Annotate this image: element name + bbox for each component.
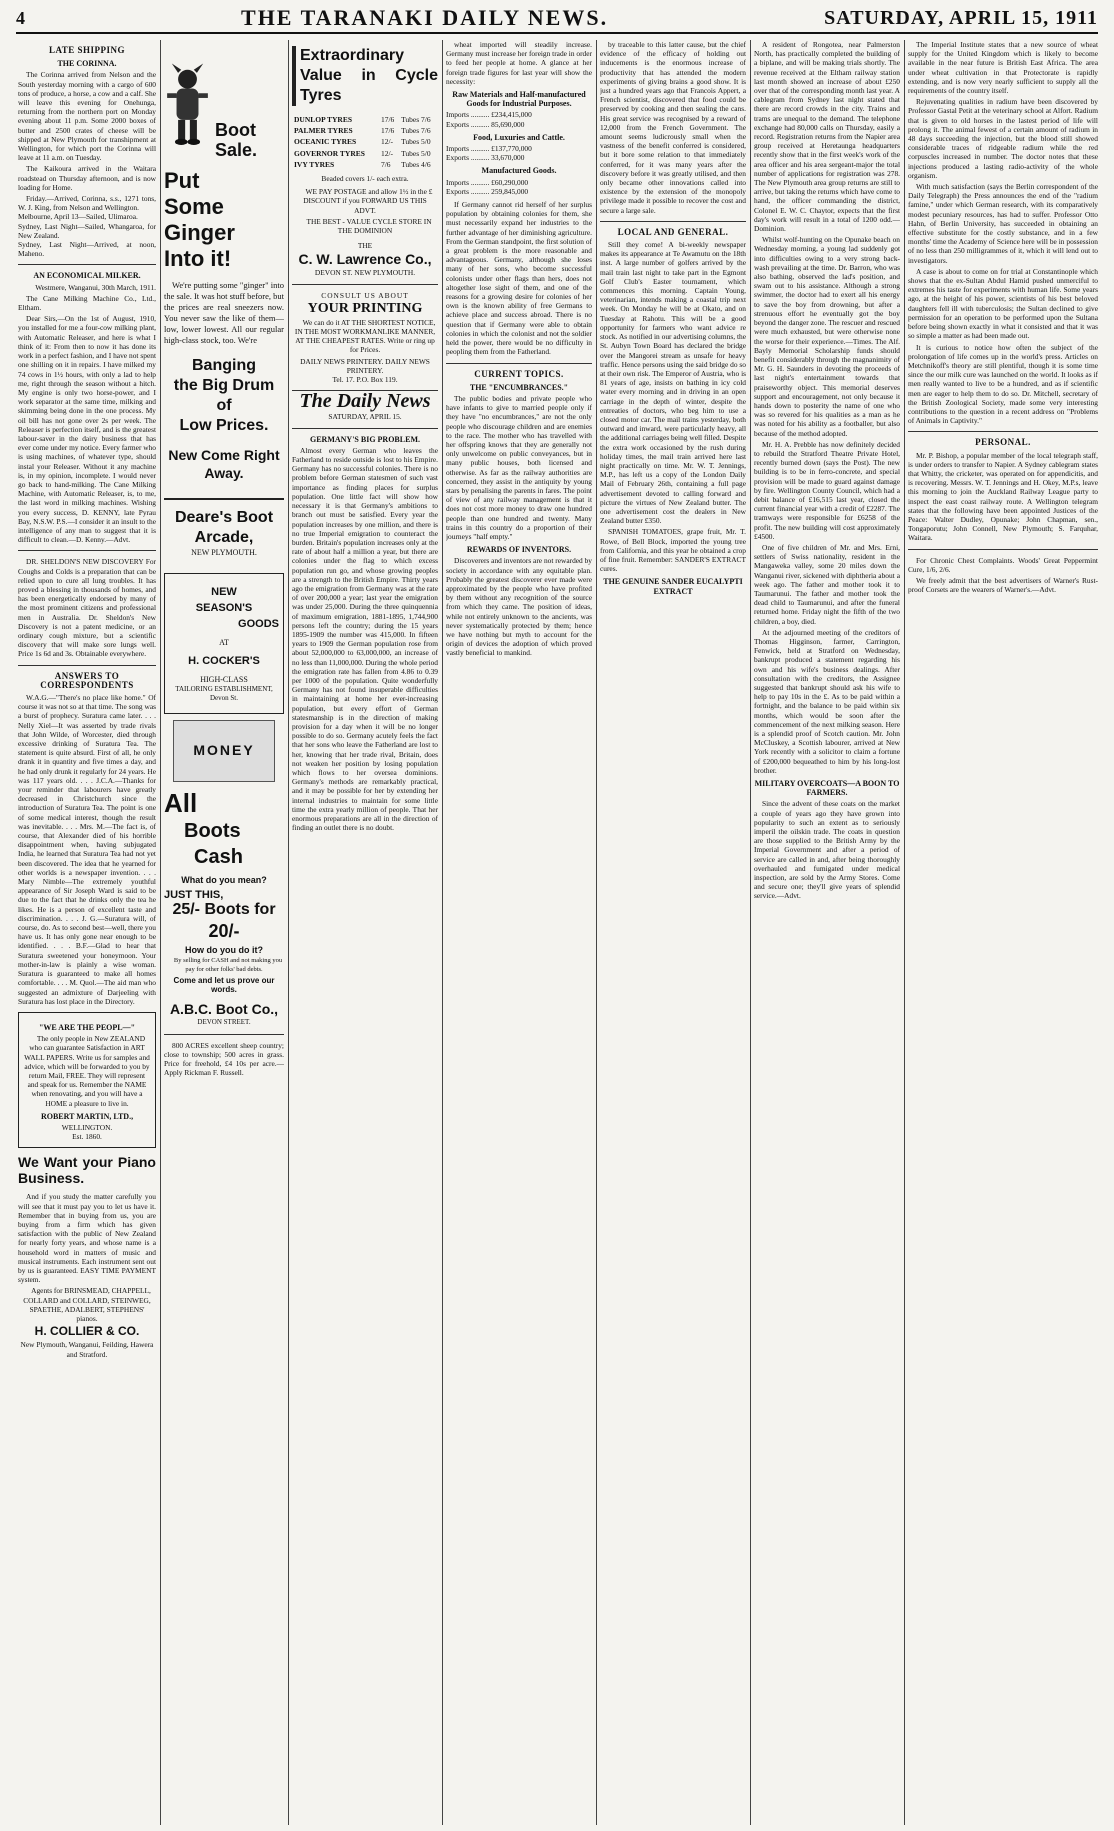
advert-text: Come and let us prove our words. (173, 976, 275, 995)
column-rule (288, 40, 289, 1825)
letter-address: Westmere, Wanganui, 30th March, 1911. (35, 282, 156, 292)
advert-text: Beaded covers 1/- each extra. (321, 174, 409, 184)
advert-firm: H. COCKER'S (188, 655, 260, 668)
column-5 (600, 40, 746, 1825)
money-illustration-icon (173, 720, 275, 782)
tyre-name: DUNLOP TYRES (294, 115, 353, 124)
column-1 (18, 40, 156, 1825)
divider (908, 549, 1098, 550)
advert-text: And if you study the matter carefully you will see that it must pay you to let us have it. Remember that in buying from us, you are buying from a firm which has given satisfaction with the public of New Zealand for nearly forty years, and whose name is a household word in matters of music and musical instruments. Each instrument sent out by us is guaranteed. EASY TIME PAYMENT system. (18, 1192, 156, 1285)
section-heading: LATE SHIPPING (48, 45, 126, 55)
advert-text: Devon St. (210, 693, 238, 702)
advert-firm: H. COLLIER & CO. (34, 1324, 140, 1339)
illustration-label: MONEY (193, 742, 255, 759)
divider (18, 264, 156, 265)
advert-firm: ROBERT MARTIN, LTD., (40, 1111, 134, 1121)
advert-headline: Put (164, 168, 200, 193)
article-text: If Germany cannot rid herself of her surplus population by obtaining colonies for them, she must necessarily expand her industries to the further advantage of her diminishing agriculture. From the German standpoint, the first solution of a great problem is the more reasonable and advantageous. Germany, although she loses many of her sons, who become successful colonists under other flags than hers, does not altogether lose sight of them, and one of the reasons for a growing desire for colonies of her own is the known ability of free Germans to achieve place and success abroad. There is no question that if Germany were able to obtain colonies in which the colonist and not the soldier held the power, there would be no difficulty in peopling them from the Fatherland. (446, 200, 592, 357)
table-heading: Food, Luxuries and Cattle. (473, 132, 565, 142)
article-text: A resident of Rongotea, near Palmerston North, has practically completed the building of a biplane, and will be making trials shortly. The revenue received at the Eltham railway station last month showed an increase of about £250 over that of the corresponding month last year. A cablegram from Sydney last night stated that there are record crowds in the city. Trains and trams are unequal to the demand. The telephone exchange had 80,000 calls on Thursday, easily a record. Registration returns from the Napier area group received at Heretaunga headquarters recently show that in the first week's work of the area officer and his area sergeant-major the total number of applications for registration was 278. The New Plymouth area group returns are still to arrive, but taking the returns which have come to hand, the officer commanding the district, Colonel E. W. C. Chaytor, expects that the first day's work will result in a total of 1200 odd.—Dominion. (754, 40, 900, 234)
letter-recipient: The Cane Milking Machine Co., Ltd., Eltham. (18, 293, 156, 313)
divider (292, 428, 438, 429)
tyre-name: PALMER TYRES (294, 126, 353, 136)
advert-box (18, 1012, 156, 1148)
column-6 (754, 40, 900, 1825)
advert-headline: YOUR PRINTING (307, 300, 423, 316)
column-rule (750, 40, 751, 1825)
column-7 (908, 40, 1098, 1825)
advert-text: Since the advent of these coats on the market a couple of years ago they have grown into popularity to such an extent as to seriously imperil the oilskin trade. The coats in question are those supplied to the British Army by the Imperial Government and after a period of service are called in and, after being thoroughly overhauled and fumigated under medical inspection, are sold by the Army Stores. Come and secure one; they'll give years of splendid service.—Advt. (754, 799, 900, 901)
article-text: One of five children of Mr. and Mrs. Erni, settlers of Swiss nationality, resident in the Mangaweka valley, some 20 miles down the Wanganui river, sickened with diphtheria about a week ago. The father and mother took it to Taumarunui. The father and mother took the dead child to Taumarunui, and after the funeral returned home. Friday night the fifth of the two children, a boy, died. (754, 542, 900, 626)
tyre-row (292, 159, 438, 170)
trade-figure: Imports .......... £60,290,000 (446, 177, 529, 187)
column-rule (904, 40, 905, 1825)
tyre-row (292, 148, 438, 159)
column-rule (160, 40, 161, 1825)
advert-firm: C. W. Lawrence Co., (298, 251, 432, 268)
column-4 (446, 40, 592, 1825)
article-text: The Kaikoura arrived in the Waitara roadstead on Thursday afternoon, and is now loading for Home. (18, 164, 156, 192)
divider (292, 284, 438, 285)
divider (446, 363, 592, 364)
table-heading: Raw Materials and Half-manufactured Goods for Industrial Purposes. (452, 90, 586, 109)
advert-text: By selling for CASH and not making you pay for other folks' bad debts. (173, 956, 283, 973)
advert-town: WELLINGTON. (61, 1122, 113, 1132)
shipping-movements: Friday.—Arrived, Corinna, s.s., 1271 tons, W. J. King, from Nelson and Wellington. Melbourne, April 13—Sailed, Ulimaroa. Sydney, Last Night—Sailed, Whangaroa, for New Zealand. Sydney, Last Night—Arrived, at noon, Maheno. (18, 194, 156, 259)
article-heading: GERMANY'S BIG PROBLEM. (309, 434, 420, 444)
tyre-name: IVY TYRES (294, 159, 335, 169)
article-text: Still they come! A bi-weekly newspaper makes its appearance at Te Awamutu on the 18th inst. A large number of golfers arrived by the mail train last night to take part in the Egmont Golf Club's Easter tournament, which commences this morning. Captain Young, veterinarian, intends making a coastal trip next week. On Monday he will be at Okato, and on Tuesday at Rahotu. This will be a good opportunity for farmers who want advice re stock. As notified in our advertising columns, the St. Aubyn Town Board has declared the bridge over the Mangorei stream as unsafe for heavy traffic. Hence persons using the said bridge do so at their own risk. The Emperor of Austria, who is 81 years of age, insists on bathing in icy cold water every morning and in driving in an open carriage in the depth of winter, despite the entreaties of doctors, who beg him to use a closed motor car. The mail trains yesterday, both outward and inward, were particularly heavy, all the additional carriages being well filled. Despite the extra work occasioned by the rush during holiday times, the mail train arrived here last night practically on time. Mr. W. T. Jennings, M.P., has left us a copy of the London Daily Mail of February 26th, containing a full page advertisement devoted to calling forward and picture the virtues of New Zealand butter. The one advertisement cost the dealers in New Zealand butter £350. (600, 240, 746, 526)
advert-heading: We Want your Piano Business. (18, 1154, 156, 1187)
trade-figure: Imports .......... £234,415,000 (446, 110, 532, 120)
advert-text: CONSULT US ABOUT (321, 290, 409, 300)
advert-headline: Into it! (164, 246, 232, 271)
article-text: Mr. H. A. Prebble has now definitely decided to rebuild the Stratford Theatre Private Hotel, recently burned down (says the Post). The new building is to be in ferro-concrete, and special provision will be made to guard against damage by fire. Wellington County Council, which had a debit balance of £16,515 last year, closed the current financial year with a credit of £2287. The tramways were responsible for £6258 of the profit. The new building will cost approximately £4500. (754, 439, 900, 541)
article-text: Almost every German who leaves the Fatherland to reside outside is lost to his Empire. Germany has no successful colonies. There is no problem before German statesmen of such vast importance as finding places for surplus population. One little fact will show how necessary it is that Germany's ambitions to branch out must be satisfied. Every year the population increases by one million, and there is no true Imperial emigration to counteract the burden. Britain's population increases only at the rate of about half a million a year, but there are colonies under the flag to which excess population run go, and whose growing peoples are a strength to the British Empire. Thirty years ago the emigration from Germany was at the rate of over 200,000 a year; last year the emigration was under 25,000. During the three quinquennia of maximum emigration, 1881-1895, 1,744,900 persons left the country; during the 15 years 1895-1909 the number was 415,000. In fifteen years to 1909 the German population rose from about 52,000,000 to 63,000,000, an increase of no less than 11,000,000. During the whole period the emigration rate has fallen from 4.86 to 0.39 per 1000 of the population. Quite wonderfully Germany has not found insuperable difficulties in maintaining at home her ever-increasing population, but every effort of German statesmanship is in the direction of making provision for a day when it will be no longer possible to do so. Germany acutely feels the fact that her sons who leave the Fatherland are lost to her, knowing that her trade rival, Britain, does not weaken her position by losing population which flows to her oversea dominions. Germany's methods are remarkably practical, and it may be possible for her by extending her internal industries to maintain for some little time the extra yearly million of people. That her enormous preparations are all in the direction of finding an outlet there is no doubt. (292, 445, 438, 833)
advert-heading: THE GENUINE SANDER EUCALYPTI EXTRACT (603, 577, 743, 596)
advert-heading: "WE ARE THE PEOPL—" (38, 1022, 136, 1032)
column-3 (292, 40, 438, 1825)
advert-headline: the Big Drum (173, 377, 275, 394)
newspaper-flag: The Daily News (299, 390, 431, 413)
advert-headline: Some (164, 194, 224, 219)
editorial-date: SATURDAY, APRIL 15. (328, 412, 402, 422)
advert-text: The only people in New ZEALAND who can guarantee Satisfaction in ART WALL PAPERS. Write us for samples and advice, which will be forwarded to you by return Mail, FREE. They will represent and speak for us. Remember the NAME when renovating, and you will have a HOME a pleasure to live in. (24, 1034, 150, 1108)
advert-firm: A.B.C. Boot Co., (169, 1001, 279, 1018)
article-text: W.A.G.—"There's no place like home." Of course it was not so at that time. The song was a burst of prophecy. Suratura came later. . . . Nelly Xiel—It was asserted by trade rivals that John Wilde, of Worcester, died through excessive drinking of Suratura Tea. The statement is quite absurd. First of all, he only drank it in quantity and five times a day, and he had only drunk it regularly for 24 years. He was 117 years old. . . . J.C.A.—Thanks for your reminder that labourers have greatly decreased in Christchurch since the introduction of Suratura Tea. The point is one of some medical interest, though the result was inevitable. . . . Mrs. M.—The fact is, of course, that Alexander died of his horrible disappointment when, having subjugated India, he learned that Suratura Tea had not yet been discovered. The idea that he yearned for other worlds is a newspaper invention. . . . Mary Nimble—The extremely youthful appearance of Sir Joseph Ward is said to be due to the fact that he drinks only the tea he likes. He is a person of excellent taste and discrimination. . . . J. G.—Suratura will, of course, do. As to second best—well, there you have us. It has only gone near enough to be identified. . . . B.F.—Glad to hear that Suratura sweetened your honeymoon. Your mother-in-law is plainly a wise woman. Suratura is guaranteed to make all homes comfortable. . . . M. Quol.—The aid man who suggested an admixture of Darjeeling with Suratura has lost place in the Directory. (18, 693, 156, 1006)
article-heading: THE CORINNA. (57, 59, 117, 69)
article-text: by traceable to this latter cause, but the chief evidence of the efficacy of holding out inducements is the enormous increase of productivity that has attended the modern experiments of giving brains a good show. It is just a hundred years ago that Francois Appert, a French scientist, discovered that food could be preserved by cooking and then sealing the cans. His great service was recognised by a reward of 12,000 from the French Government. The amount seems ludicrously small when the vastness of the benefit conferred is considered, but it bore some relation to that immediately conferred, for it was many years after the discovery before it was greatly utilised, and then only became other innovations called into existence by the extension of the monopoly privilege made it possible to recover the cost and secure a large sale. (600, 40, 746, 215)
advert-headline: SEASON'S (195, 602, 253, 615)
advert-headline: Boots (184, 820, 241, 843)
tyre-row (292, 114, 438, 125)
advert-heading: Boot Sale. (215, 120, 258, 160)
article-text: A case is about to come on for trial at Constantinople which shows that the ex-Sultan Abdul Hamid pushed unmerciful to extremes his taste for experiments with human life. Some years ago, at the height of his power, scientists of his best beloved daughters fell ill with tuberculosis; the Sultan declined to give permission for an operation to be performed upon the Sultana before being shown exactly in what it consisted and that it was so simple a matter as had been made out. (908, 266, 1098, 341)
column-rule (596, 40, 597, 1825)
article-heading: REWARDS OF INVENTORS. (466, 545, 572, 555)
tyre-row (292, 125, 438, 136)
section-heading: PERSONAL. (975, 437, 1031, 448)
section-heading: LOCAL AND GENERAL. (617, 226, 729, 237)
tyre-price: 17/6 (380, 126, 395, 136)
page-number: 4 (16, 7, 25, 28)
advert-text: TAILORING ESTABLISHMENT, (175, 684, 273, 693)
tyre-tube: Tubes 7/6 (401, 115, 431, 124)
article-text: The Imperial Institute states that a new source of wheat supply for the United Kingdom which is likely to become available in the near future is British East Africa. The area under wheat cultivation in that Protectorate is rapidly extending, and is now very nearly sufficient to supply all the requirements of the country itself. (908, 40, 1098, 96)
advert-town: NEW PLYMOUTH. (191, 548, 257, 557)
article-text: Discoverers and inventors are not rewarded by society in accordance with any equitable plan. Probably the greatest discoverer ever made were approximated by the people who have profited by them without any recognition of the source from which they came. The position of ideas, while not entirely unknown to the ancients, was never systematically protected by them; hence we have nothing but myth to account for the origin of devices the adoption of which proved vastly beneficial to mankind. (446, 556, 592, 658)
tyre-price: 12/- (380, 148, 394, 158)
tyre-price: 17/6 (380, 115, 395, 124)
advert-text: Tel. 17. P.O. Box 119. (332, 375, 398, 385)
article-text: Rejuvenating qualities in radium have been discovered by Professor Gastal Petit at the veterinary school at Alfort. Radium that is given to old horses in the lastest period of life will prolong it. The animal fewest of a certain amount of radium in 48 days succeeding the injection, but the blood still showed considerable traces of ridgeable radium while the red corpuscles increased in number. The doctor notes that these injections produced a lasting radio-activity of the whole organism. (908, 97, 1098, 180)
column-rule (442, 40, 443, 1825)
advert-text: How do you do it? (185, 945, 263, 956)
advert-text: We can do it AT THE SHORTEST NOTICE, IN THE MOST WORKMANLIKE MANNER, AT THE CHEAPEST RATES. Write or ring up for Prices. (294, 317, 436, 355)
advert-agents: Agents for BRINSMEAD, CHAPPELL, COLLARD and COLLARD, STEINWEG, SPAETHE, ADALBERT, STEPHENS' pianos. (23, 1286, 151, 1323)
divider (18, 665, 156, 666)
advert-firm: Deare's Boot Arcade, (164, 498, 284, 548)
tyre-name: GOVERNOR TYRES (294, 148, 365, 158)
advert-town: New Plymouth, Wanganui, Feilding, Hawera and Stratford. (20, 1340, 154, 1359)
advert-text: THE (357, 241, 373, 251)
advert-town: DEVON ST. NEW PLYMOUTH. (314, 268, 416, 278)
advert-headline: 25/- Boots for (172, 901, 276, 919)
tyre-price-table (292, 114, 438, 170)
advert-text: We're putting some "ginger" into the sale. It was hot stuff before, but the prices are real sneezers now. You never saw the like of them—low, lower lowest. All our regular high-class stock, too. We're (164, 280, 284, 345)
advert-headline: GOODS (238, 618, 279, 631)
column-2 (164, 40, 284, 1825)
article-text: The Corinna arrived from Nelson and the South yesterday morning with a cargo of 600 tons of produce, a horse, a cow and a calf. She will leave this evening for Onehunga, returning from the northern port on Monday evening about 11 p.m. Some 2000 boxes of butter and 2500 crates of cheese will be shipped at New Plymouth for transhipment at Wellington, for which port the Corinna will leave at 11 a.m. on Tuesday. (18, 70, 156, 163)
article-text: wheat imported will steadily increase. Germany must increase her foreign trade in order to feed her people at home. A glance at her foreign trade figures for last year will show the necessity: (446, 40, 592, 86)
advert-text: DR. SHELDON'S NEW DISCOVERY For Coughs and Colds is a preparation that can be relied upon to cure all lung troubles. It has proved a blessing in thousands of homes, and has been energetically endorsed by many of the most prominent citizens and professional men in Australia. Dr. Sheldon's New Discovery is not a patent medicine, or an ordinary cough mixture, but a scientific discovery that will make sore lungs well. Price 1s 6d and 3s. Obtainable everywhere. (18, 557, 156, 659)
advert-headline: Low Prices. (179, 417, 269, 434)
article-text: Dear Sirs,—On the 1st of August, 1910, you installed for me a four-cow milking plant, with Automatic Releaser, and here is what I think of it: From then to now it has done its work in a perfect fashion, and I have not spent one shilling on it in repairs. I have milked my 74 cows in 1½ hours, with only a lad to help me, right through the season without a hitch. My engine is only two horse-power, and I work separator at the same time, milking and skimming being done in the one process. My oil bill has not gone over 2s per week. The Releaser is perfection itself, and is the greatest labour-saver in the dairy business that has ever come under my notice. Every farmer who is using machines, of whatever type, should instal your Releaser. Without it any machine is, in my opinion, incomplete. I would never go back to hand-milking. The Cane Milking Machine, with Automatic Releaser, is, to me, the last word in milking machines. Wishing you every success, D. KENNY, late Pyrau Bay, N.S.W. P.S.—I consider it an insult to the intelligence of any man to suggest that it is difficult to clean.—D. Kenny.—Advt. (18, 314, 156, 545)
tyre-tube: Tubes 4/6 (401, 159, 431, 169)
classified-text: 800 ACRES excellent sheep country; close to township; 500 acres in grass. Price for freehold, £4 10s per acre.—Apply Rickman F. Russell. (164, 1040, 284, 1078)
table-heading: Manufactured Goods. (481, 166, 557, 176)
tyre-name: OCEANIC TYRES (294, 137, 357, 147)
advert-headline: New Come Right Away. (168, 447, 280, 481)
advert-headline: NEW (211, 586, 237, 599)
advert-headline: Cash (194, 846, 243, 869)
advert-box (164, 573, 284, 714)
tyre-row (292, 136, 438, 147)
advert-headline: 20/- (208, 921, 240, 942)
advert-text: AT (219, 638, 229, 648)
advert-headline: Ginger (164, 220, 235, 245)
newspaper-title: THE TARANAKI DAILY NEWS. (241, 5, 609, 30)
trade-figure: Exports .......... 85,690,000 (446, 119, 525, 129)
advert-established: Est. 1860. (72, 1132, 102, 1142)
tyre-tube: Tubes 5/0 (401, 137, 431, 147)
divider (18, 550, 156, 551)
article-text: It is curious to notice how often the subject of the prolongation of life comes up in the world's press. Articles on Metchnikoff's theory are still plentiful, though it is some time since the our milk cure was launched on the world. It looks as if men really wanted to live to be a hundred, and as if scientific men are eager to help them to do so. Dr. Mitchell, secretary of the British Zoological Society, made some very interesting contributions to the question in a recent address on "Problems of Animals in Captivity." (908, 342, 1098, 426)
advert-heading: MILITARY OVERCOATS—A BOON TO FARMERS. (754, 779, 900, 798)
tyre-price: 12/- (380, 137, 394, 147)
tyre-price: 7/6 (380, 159, 391, 169)
tyre-tube: Tubes 7/6 (401, 126, 431, 136)
article-heading: THE "ENCUMBRANCES." (469, 382, 569, 392)
trade-figure: Imports .......... £137,770,000 (446, 144, 532, 154)
issue-date: SATURDAY, APRIL 15, 1911 (824, 6, 1098, 29)
advert-headline: of (216, 397, 232, 414)
advert-text: DAILY NEWS PRINTERY. DAILY NEWS PRINTERY. (300, 356, 430, 375)
advert-text: For Chronic Chest Complaints. Woods' Great Peppermint Cure, 1/6, 2/6. (908, 555, 1098, 574)
article-text: The public bodies and private people who have infants to give to married people only if they have "no encumbrances," are not the only people who discourage children and are enemies to the race. The mother who has travelled with her offspring knows that they are generally not only unwelcome on public conveyances, but in many public houses, both licensed and otherwise. As far as the railway authorities are concerned, they assist in the antiquity by young stars by penalising the parents in fares. The point of view of any railway management is that it does not cost more money to draw one hundred people than one hundred and twenty. Many trains in this country do a proportion of their journeys "half empty." (446, 393, 592, 541)
advert-text: WE PAY POSTAGE and allow 1½ in the £ DISCOUNT if you FORWARD US THIS ADVT. (303, 187, 433, 215)
advert-town: DEVON STREET. (197, 1018, 251, 1027)
tyre-tube: Tubes 5/0 (401, 148, 431, 158)
trade-figure: Exports .......... 259,845,000 (446, 186, 529, 196)
article-text: With much satisfaction (says the Berlin correspondent of the Daily Telegraph) the Press announces the end of the "radium famine," under which German research, with its comparatively modest pecuniary resources, has had to suffer. Professor Otto Hahn, of Berlin University, has succeeded in obtaining an effective substitute for the costly substance, and in a few months' time the Academy of Science here will be in possession of no less than 250 milligrammes of it, which it will lend out to investigators. (908, 182, 1098, 265)
advert-headline: All (164, 788, 198, 819)
advert-headline: Extraordinary Value in Cycle Tyres (292, 46, 438, 106)
divider (164, 1034, 284, 1035)
article-text: At the adjourned meeting of the creditors of Thomas Higginson, farmer, Carrington, Fenwick, held at Stratford on Wednesday, bankrupt produced a statement regarding his own and his wife's business dealings. After consultation with the creditors, the Assignee suggested that bankrupt should ask his wife to help to pay 10s in the £. As to be paid within a fortnight, and the balance to be paid within six months, which would be soon after the commencement of the next milking season. Here is a splendid proof of Scotch caution. Mr. John McCluskey, a Scottish labourer, arrived at New York recently with a solicitor to claim a fortune of £200,000 bequeathed to him by his long-lost brother. (754, 627, 900, 775)
trade-figure: Exports .......... 33,670,000 (446, 153, 525, 163)
article-heading: AN ECONOMICAL MILKER. (33, 271, 141, 281)
article-text: SPANISH TOMATOES, grape fruit, Mr. T. Rowe, of Bell Block, imported the young tree from California, and this year he obtained a crop of fine fruit. Remember: SANDER'S EXTRACT cures. (600, 527, 746, 574)
article-text: Mr. P. Bishop, a popular member of the local telegraph staff, is under orders to transfer to Napier. A Sydney cablegram states that Whitty, the cricketer, was operated on for appendicitis, and is recovering. Messrs. W. T. Jennings and H. Okey, M.P.s, leave this morning to join the Auckland Railway League party to inspect the east coast railway route. A Wellington telegram states that the following have been appointed Justices of the Peace: Walter Dudley, Opunake; John Chapman, sen., Tongaporutu; John Connell, New Plymouth; S. Farquhar, Waitara. (908, 450, 1098, 543)
advert-headline: Banging (192, 357, 256, 374)
divider (600, 221, 746, 222)
masthead (16, 4, 1098, 34)
divider (908, 431, 1098, 432)
section-heading: ANSWERS TO CORRESPONDENTS (40, 670, 134, 690)
advert-text: JUST THIS, (164, 889, 224, 902)
advert-text: THE BEST - VALUE CYCLE STORE IN THE DOMINION (306, 216, 432, 236)
advert-text: What do you mean? (181, 875, 267, 886)
advert-text: HIGH-CLASS (200, 675, 248, 685)
advert-text: We freely admit that the best advertisers of Warner's Rust-proof Corsets are the wearers of Warner's.—Advt. (908, 575, 1098, 595)
article-text: Whilst wolf-hunting on the Opunake beach on Wednesday morning, a young lad suddenly got into difficulties owing to a very strong back-wash prevailing at the time. Dr. Barron, who was also bathing, observed the lad's position, and swam out to his assistance. Although a strong swimmer, the doctor had to exert all his energy to save the boy from drowning, but after a strenuous effort he eventually got the boy beyond the danger zone. The rescuer and rescued were much exhausted, but were otherwise none the worse for their experience.—Times. The Alf. Bayly Memorial Scholarship funds should benefit considerably through the magnanimity of Mr. G. H. Saunders in devoting the proceeds of last night's entertainment towards that praiseworthy object. This memorial deserves support and encouragement, not only because it hands down to posterity the name of one who was so revered for his qualities as a man as he was noted for his ability as a footballer, but also because of the method adopted. (754, 235, 900, 438)
jester-illustration-icon (164, 50, 211, 160)
section-heading: CURRENT TOPICS. (474, 368, 564, 379)
